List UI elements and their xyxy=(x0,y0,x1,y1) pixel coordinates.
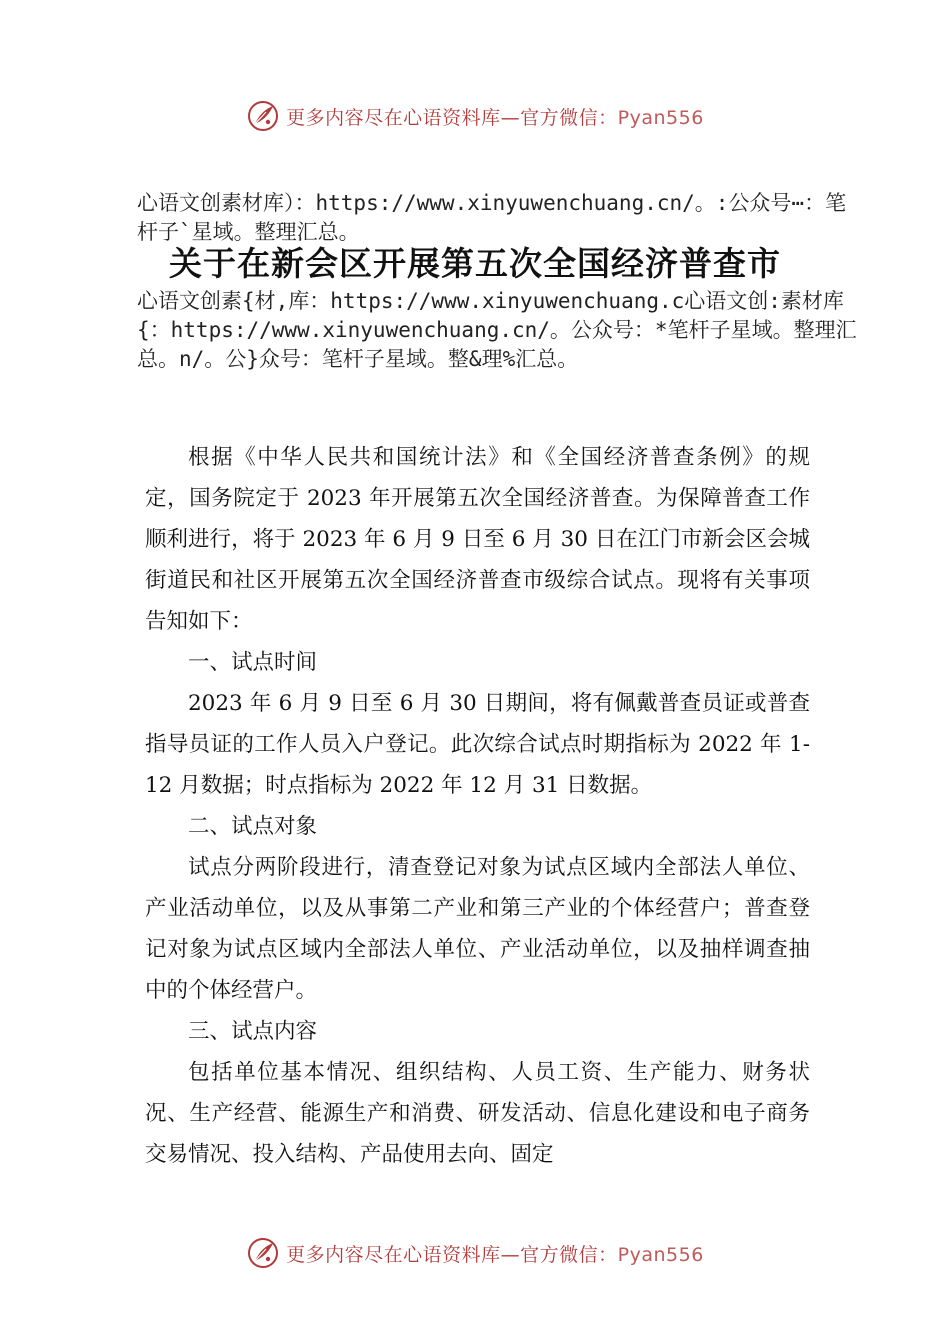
banner-text xyxy=(286,103,704,130)
body-paragraph: 包括单位基本情况、组织结构、人员工资、生产能力、财务状况、生产经营、能源生产和消费、研发活动、信息化建设和电子商务交易情况、投入结构、产品使用去向、固定 xyxy=(145,1060,810,1167)
document-title: 关于在新会区开展第五次全国经济普查市 xyxy=(169,244,781,283)
banner-label: 更多内容尽在心语资料库—官方微信： xyxy=(286,106,618,129)
body-paragraph: 试点分两阶段进行，清查登记对象为试点区域内全部法人单位、产业活动单位，以及从事第二产业和第三产业的个体经营户；普查登记对象为试点区域内全部法人单位、产业活动单位，以及抽样调查抽中的个体经营户。 xyxy=(145,855,810,1003)
feather-pen-logo-icon xyxy=(246,1236,280,1270)
feather-pen-logo-icon xyxy=(246,99,280,133)
footer-banner xyxy=(0,1233,950,1273)
banner-wechat-id: Pyan556 xyxy=(617,1243,704,1266)
header-banner xyxy=(0,96,950,136)
section-heading: 二、试点对象 xyxy=(188,814,318,839)
body-paragraph: 根据《中华人民共和国统计法》和《全国经济普查条例》的规定，国务院定于 2023 年开展第五次全国经济普查。为保障普查工作顺利进行，将于 2023 年 6 月 9 日至 6 月 30 日在江门市新会区会城街道民和社区开展第五次全国经济普查市级综合试点。现将有关事项告知如下： xyxy=(145,445,810,634)
banner-wechat-id: Pyan556 xyxy=(617,106,704,129)
section-heading: 一、试点时间 xyxy=(188,650,318,675)
watermark-text-2: 心语文创素{材,库：https://www.xinyuwenchuang.c心语文创:素材库{：https://www.xinyuwenchuang.cn/。公众号：*笔杆子星域。整理汇总。n/。公}众号：笔杆子星域。整&理%汇总。 xyxy=(137,289,857,371)
watermark-text-1: 心语文创素材库）：https://www.xinyuwenchuang.cn/。:公众号⋯：笔杆子`星域。整理汇总。 xyxy=(137,191,847,244)
banner-label: 更多内容尽在心语资料库—官方微信： xyxy=(286,1243,618,1266)
section-heading: 三、试点内容 xyxy=(188,1019,318,1044)
document-body xyxy=(145,437,810,1175)
body-paragraph: 2023 年 6 月 9 日至 6 月 30 日期间，将有佩戴普查员证或普查指导员证的工作人员入户登记。此次综合试点时期指标为 2022 年 1-12 月数据；时点指标为 2022 年 12 月 31 日数据。 xyxy=(145,691,810,798)
banner-text xyxy=(286,1240,704,1267)
